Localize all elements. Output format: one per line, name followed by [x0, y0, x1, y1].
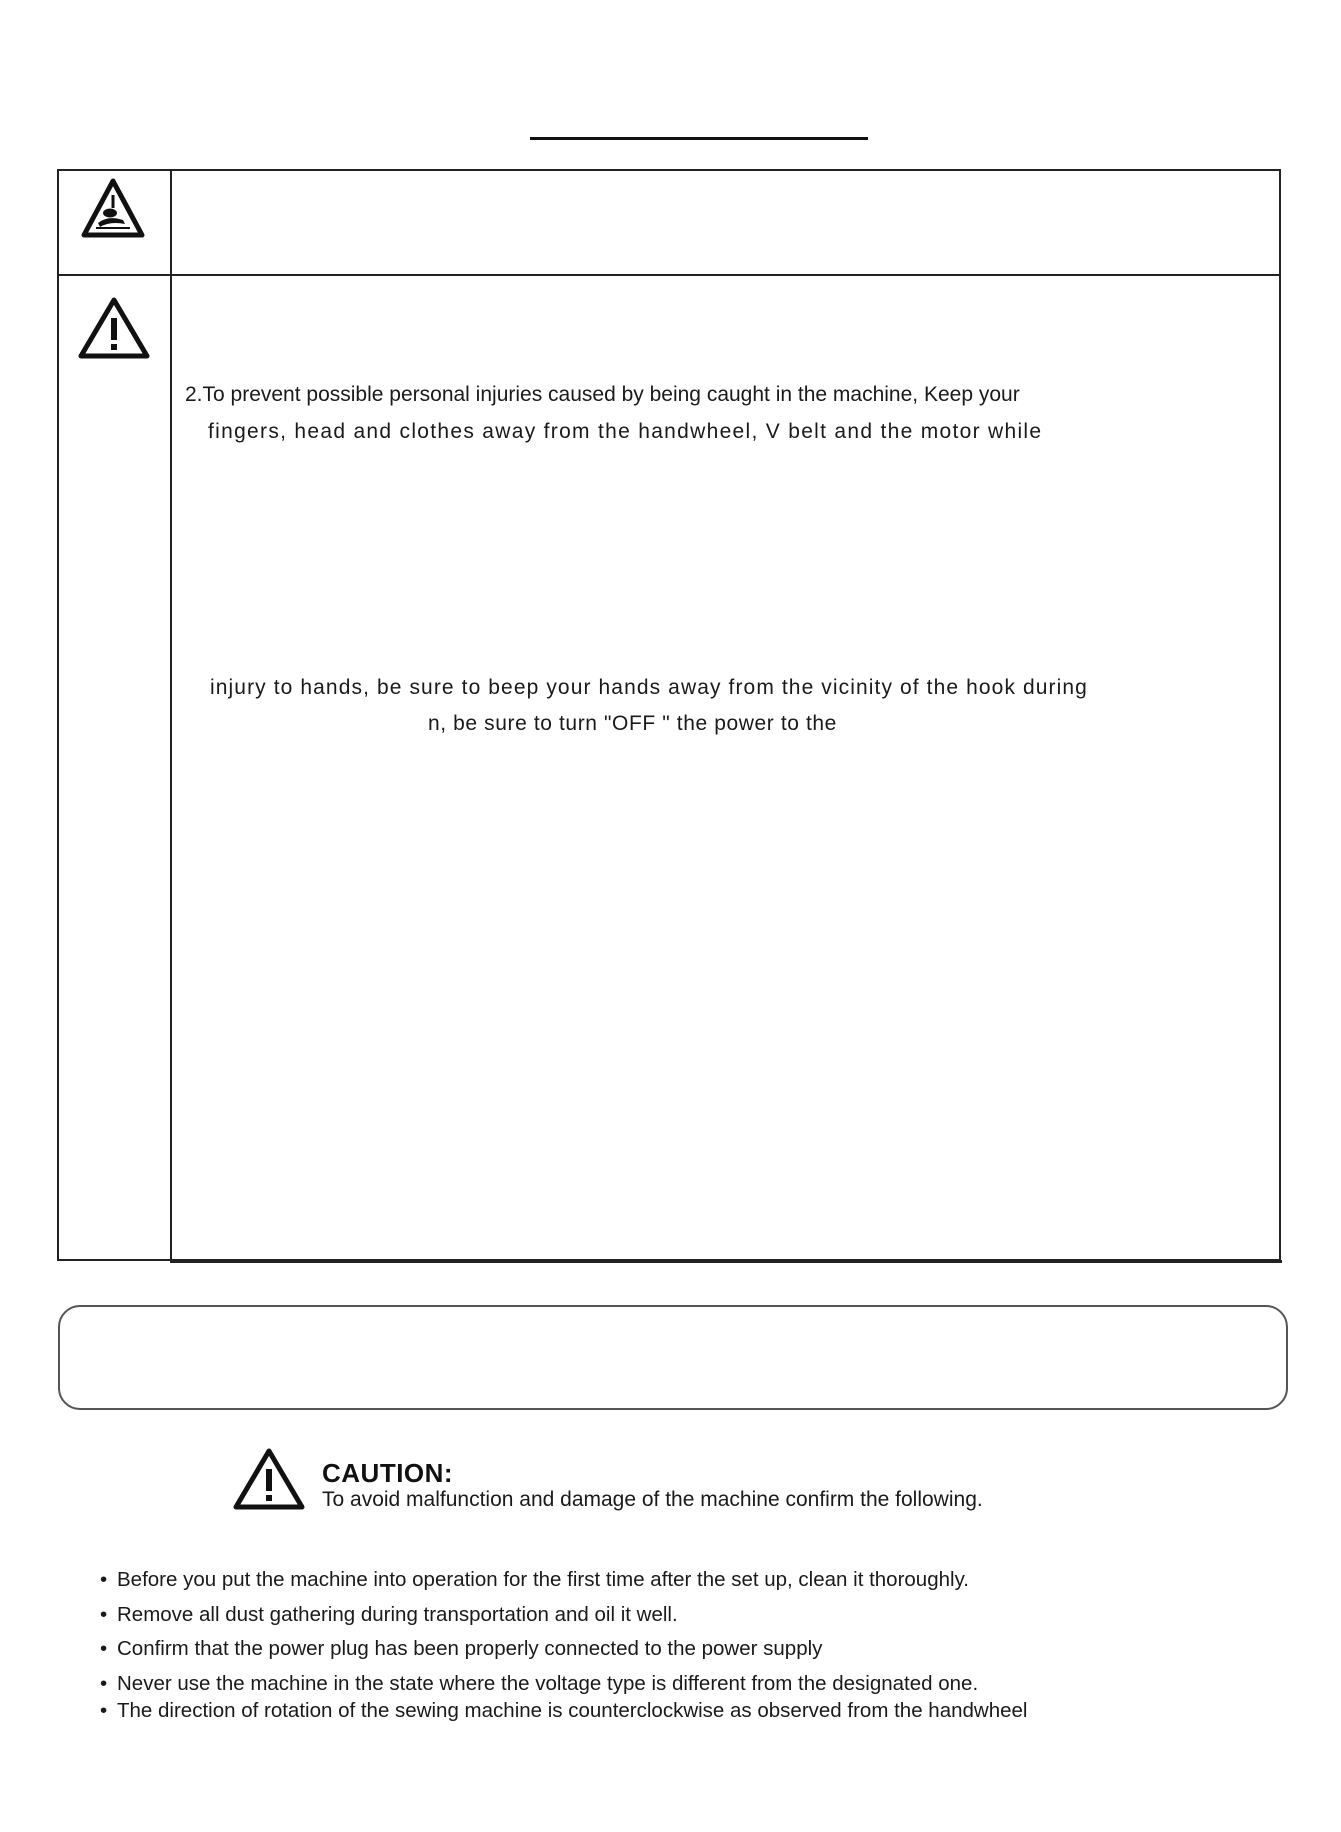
icon-column-divider: [170, 169, 172, 1263]
list-item: • Before you put the machine into operation for the first time after the set up, clean it thoroughly.: [100, 1568, 969, 1591]
caution-triangle-icon: [232, 1447, 306, 1511]
warning-line-1: 2.To prevent possible personal injuries caused by being caught in the machine, Keep your: [185, 383, 1020, 406]
warning-line-2: fingers, head and clothes away from the handwheel, V belt and the motor while: [208, 420, 1043, 443]
warning-line-3: injury to hands, be sure to beep your hands away from the vicinity of the hook during: [210, 676, 1088, 699]
needle-hazard-icon: [80, 177, 146, 239]
caution-subtitle: To avoid malfunction and damage of the machine confirm the following.: [322, 1488, 983, 1511]
warning-line-4: n, be sure to turn "OFF " the power to the: [428, 712, 837, 735]
list-item: • Remove all dust gathering during transportation and oil it well.: [100, 1603, 678, 1626]
warning-triangle-icon: [77, 296, 151, 360]
list-item: • Confirm that the power plug has been properly connected to the power supply: [100, 1637, 823, 1660]
list-item: • The direction of rotation of the sewing machine is counterclockwise as observed from the handwheel: [100, 1699, 1028, 1722]
title-underline: [530, 137, 868, 140]
caution-heading: CAUTION:: [322, 1458, 454, 1488]
row-divider: [57, 274, 1281, 276]
notice-box: [58, 1305, 1288, 1410]
list-item: • Never use the machine in the state where the voltage type is different from the designated one.: [100, 1672, 979, 1695]
table-bottom-edge: [170, 1260, 1282, 1263]
